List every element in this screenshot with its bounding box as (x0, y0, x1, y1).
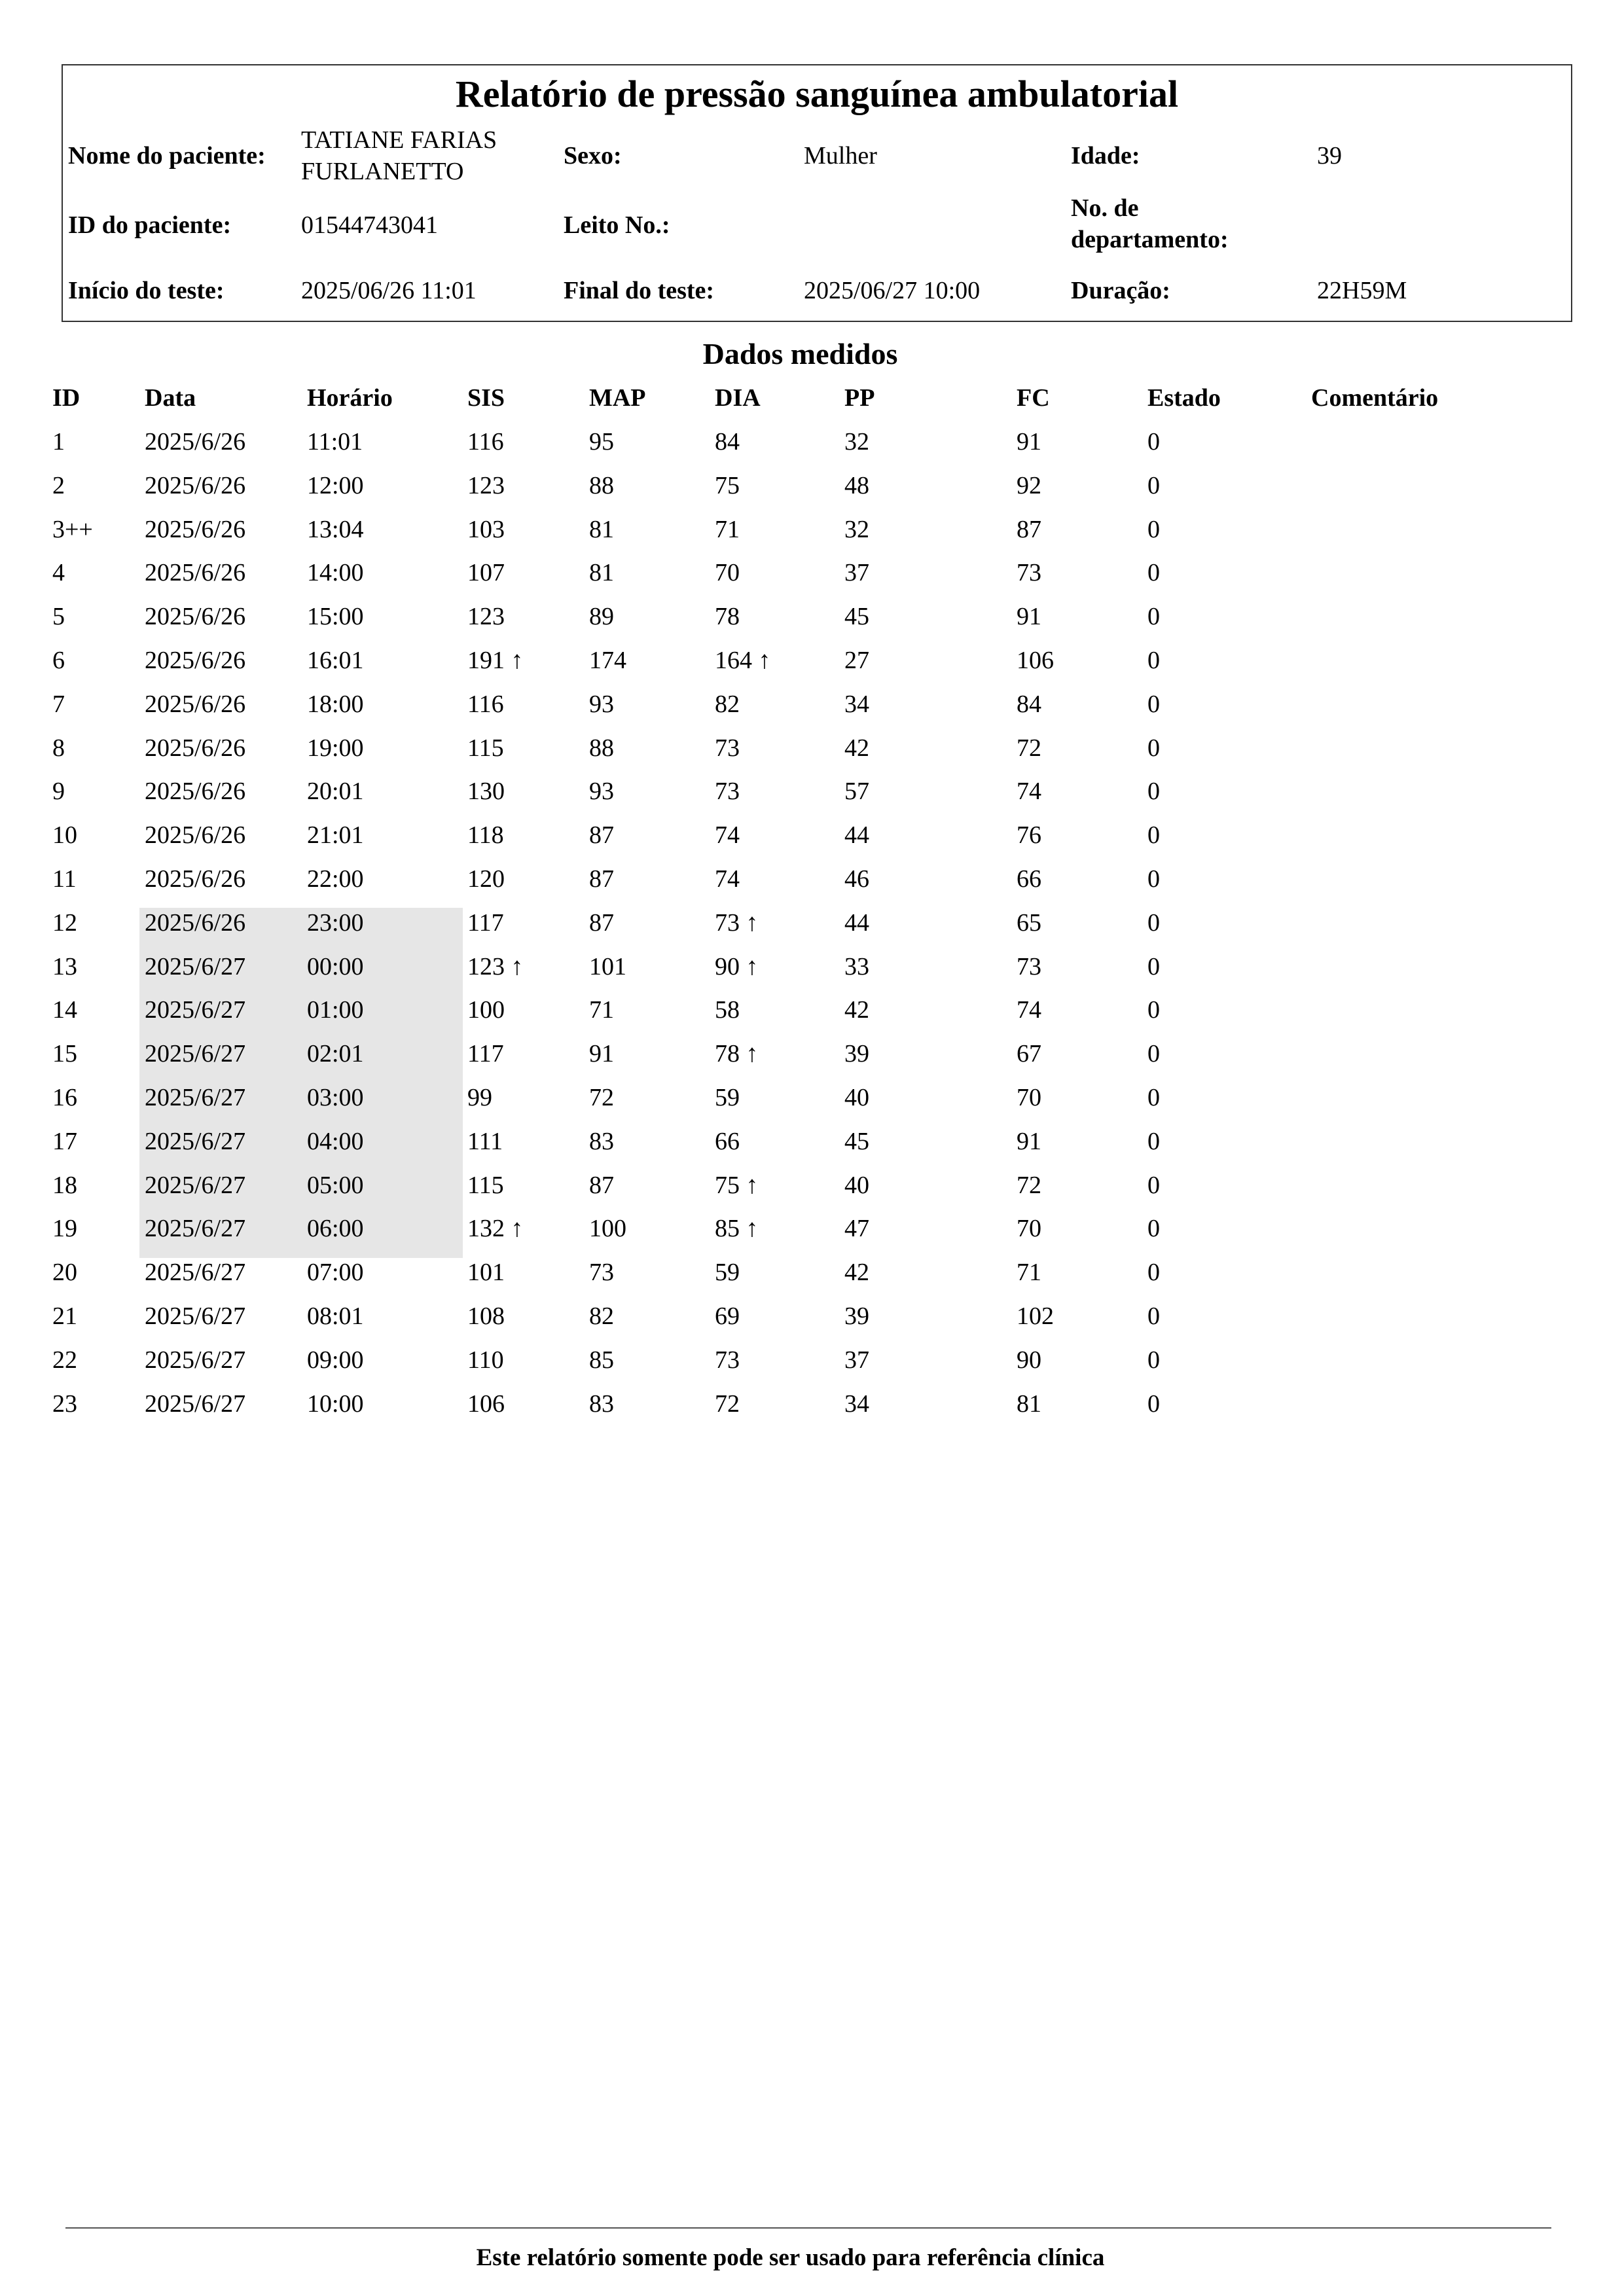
column-header-date: Data (145, 384, 196, 412)
cell-pp: 42 (844, 996, 869, 1024)
cell-dia: 84 (715, 428, 740, 456)
cell-id: 16 (52, 1084, 77, 1111)
cell-time: 02:01 (307, 1040, 364, 1067)
cell-pp: 34 (844, 1390, 869, 1418)
cell-time: 08:01 (307, 1302, 364, 1330)
cell-pp: 33 (844, 953, 869, 980)
cell-map: 95 (589, 428, 614, 456)
cell-date: 2025/6/26 (145, 647, 246, 674)
cell-status: 0 (1147, 1346, 1160, 1374)
cell-date: 2025/6/26 (145, 691, 246, 718)
cell-dia: 59 (715, 1259, 740, 1286)
cell-dia: 82 (715, 691, 740, 718)
cell-dia: 66 (715, 1128, 740, 1155)
cell-id: 22 (52, 1346, 77, 1374)
cell-time: 18:00 (307, 691, 364, 718)
cell-pp: 46 (844, 865, 869, 893)
footer-divider (65, 2227, 1551, 2229)
cell-pp: 32 (844, 516, 869, 543)
cell-hr: 72 (1017, 1172, 1041, 1199)
cell-status: 0 (1147, 472, 1160, 499)
cell-date: 2025/6/27 (145, 1346, 246, 1374)
cell-time: 03:00 (307, 1084, 364, 1111)
cell-map: 81 (589, 516, 614, 543)
cell-sys: 117 (467, 909, 504, 937)
cell-status: 0 (1147, 1040, 1160, 1067)
cell-pp: 57 (844, 778, 869, 805)
cell-map: 88 (589, 472, 614, 499)
cell-dia: 74 (715, 865, 740, 893)
patient-info-box (62, 64, 1572, 322)
cell-time: 13:04 (307, 516, 364, 543)
cell-time: 23:00 (307, 909, 364, 937)
cell-id: 15 (52, 1040, 77, 1067)
cell-map: 174 (589, 647, 626, 674)
cell-pp: 32 (844, 428, 869, 456)
cell-hr: 74 (1017, 778, 1041, 805)
cell-map: 93 (589, 691, 614, 718)
cell-date: 2025/6/27 (145, 1215, 246, 1242)
cell-time: 04:00 (307, 1128, 364, 1155)
cell-sys: 123 ↑ (467, 953, 524, 980)
cell-dia: 70 (715, 559, 740, 586)
cell-status: 0 (1147, 1172, 1160, 1199)
cell-dia: 78 (715, 603, 740, 630)
cell-sys: 191 ↑ (467, 647, 524, 674)
cell-time: 20:01 (307, 778, 364, 805)
cell-hr: 67 (1017, 1040, 1041, 1067)
patient-name-label: Nome do paciente: (68, 142, 266, 170)
cell-date: 2025/6/26 (145, 428, 246, 456)
cell-time: 22:00 (307, 865, 364, 893)
cell-map: 100 (589, 1215, 626, 1242)
cell-sys: 117 (467, 1040, 504, 1067)
cell-hr: 65 (1017, 909, 1041, 937)
cell-id: 1 (52, 428, 65, 456)
cell-date: 2025/6/26 (145, 472, 246, 499)
cell-date: 2025/6/27 (145, 1302, 246, 1330)
cell-id: 12 (52, 909, 77, 937)
cell-id: 21 (52, 1302, 77, 1330)
cell-pp: 37 (844, 559, 869, 586)
cell-status: 0 (1147, 516, 1160, 543)
cell-id: 10 (52, 821, 77, 849)
cell-hr: 81 (1017, 1390, 1041, 1418)
cell-pp: 34 (844, 691, 869, 718)
cell-hr: 70 (1017, 1084, 1041, 1111)
cell-id: 8 (52, 734, 65, 762)
cell-date: 2025/6/26 (145, 559, 246, 586)
age-label: Idade: (1071, 142, 1140, 170)
test-start-label: Início do teste: (68, 277, 225, 304)
cell-hr: 106 (1017, 647, 1054, 674)
cell-status: 0 (1147, 1259, 1160, 1286)
cell-date: 2025/6/26 (145, 865, 246, 893)
cell-pp: 44 (844, 821, 869, 849)
cell-sys: 101 (467, 1259, 505, 1286)
cell-date: 2025/6/26 (145, 778, 246, 805)
cell-dia: 71 (715, 516, 740, 543)
cell-hr: 91 (1017, 1128, 1041, 1155)
cell-pp: 48 (844, 472, 869, 499)
cell-status: 0 (1147, 428, 1160, 456)
cell-time: 01:00 (307, 996, 364, 1024)
department-label-line1: No. de (1071, 194, 1139, 222)
cell-map: 72 (589, 1084, 614, 1111)
cell-sys: 99 (467, 1084, 492, 1111)
cell-sys: 118 (467, 821, 504, 849)
column-header-id: ID (52, 384, 81, 412)
cell-dia: 75 ↑ (715, 1172, 759, 1199)
cell-map: 93 (589, 778, 614, 805)
cell-time: 14:00 (307, 559, 364, 586)
sex-value: Mulher (804, 142, 877, 170)
cell-dia: 58 (715, 996, 740, 1024)
cell-sys: 111 (467, 1128, 503, 1155)
cell-status: 0 (1147, 734, 1160, 762)
cell-sys: 120 (467, 865, 505, 893)
cell-status: 0 (1147, 603, 1160, 630)
patient-id-label: ID do paciente: (68, 211, 232, 239)
cell-id: 13 (52, 953, 77, 980)
cell-pp: 47 (844, 1215, 869, 1242)
cell-status: 0 (1147, 647, 1160, 674)
cell-map: 87 (589, 821, 614, 849)
cell-id: 7 (52, 691, 65, 718)
cell-hr: 84 (1017, 691, 1041, 718)
cell-date: 2025/6/27 (145, 996, 246, 1024)
cell-time: 05:00 (307, 1172, 364, 1199)
cell-date: 2025/6/27 (145, 1390, 246, 1418)
cell-dia: 74 (715, 821, 740, 849)
cell-hr: 91 (1017, 428, 1041, 456)
cell-map: 73 (589, 1259, 614, 1286)
cell-sys: 116 (467, 428, 504, 456)
cell-date: 2025/6/26 (145, 516, 246, 543)
cell-map: 83 (589, 1128, 614, 1155)
cell-id: 23 (52, 1390, 77, 1418)
cell-sys: 123 (467, 472, 505, 499)
cell-status: 0 (1147, 996, 1160, 1024)
cell-dia: 78 ↑ (715, 1040, 759, 1067)
cell-time: 11:01 (307, 428, 363, 456)
cell-map: 88 (589, 734, 614, 762)
cell-sys: 130 (467, 778, 505, 805)
cell-status: 0 (1147, 559, 1160, 586)
cell-date: 2025/6/27 (145, 1128, 246, 1155)
cell-pp: 27 (844, 647, 869, 674)
report-title: Relatório de pressão sanguínea ambulatorial (455, 73, 1179, 115)
cell-map: 89 (589, 603, 614, 630)
column-header-hr: FC (1017, 384, 1050, 412)
cell-sys: 115 (467, 1172, 504, 1199)
cell-map: 87 (589, 865, 614, 893)
cell-time: 21:01 (307, 821, 364, 849)
cell-time: 10:00 (307, 1390, 364, 1418)
cell-status: 0 (1147, 909, 1160, 937)
cell-sys: 108 (467, 1302, 505, 1330)
duration-label: Duração: (1071, 277, 1170, 304)
cell-pp: 39 (844, 1040, 869, 1067)
cell-status: 0 (1147, 1128, 1160, 1155)
cell-map: 82 (589, 1302, 614, 1330)
cell-id: 19 (52, 1215, 77, 1242)
cell-map: 85 (589, 1346, 614, 1374)
footer-note: Este relatório somente pode ser usado para referência clínica (476, 2244, 1105, 2271)
cell-pp: 37 (844, 1346, 869, 1374)
cell-status: 0 (1147, 953, 1160, 980)
cell-sys: 103 (467, 516, 505, 543)
cell-hr: 73 (1017, 953, 1041, 980)
cell-status: 0 (1147, 1215, 1160, 1242)
column-header-dia: DIA (715, 384, 761, 412)
cell-dia: 75 (715, 472, 740, 499)
cell-pp: 42 (844, 734, 869, 762)
cell-sys: 106 (467, 1390, 505, 1418)
cell-hr: 91 (1017, 603, 1041, 630)
cell-dia: 72 (715, 1390, 740, 1418)
cell-status: 0 (1147, 1084, 1160, 1111)
cell-pp: 40 (844, 1172, 869, 1199)
cell-dia: 69 (715, 1302, 740, 1330)
measurements-title: Dados medidos (702, 337, 898, 370)
cell-hr: 70 (1017, 1215, 1041, 1242)
cell-date: 2025/6/26 (145, 734, 246, 762)
cell-dia: 90 ↑ (715, 953, 759, 980)
cell-sys: 116 (467, 691, 504, 718)
cell-pp: 44 (844, 909, 869, 937)
cell-status: 0 (1147, 865, 1160, 893)
cell-map: 81 (589, 559, 614, 586)
cell-hr: 71 (1017, 1259, 1041, 1286)
cell-pp: 42 (844, 1259, 869, 1286)
cell-pp: 45 (844, 1128, 869, 1155)
cell-id: 4 (52, 559, 65, 586)
cell-id: 3++ (52, 516, 93, 543)
test-end-value: 2025/06/27 10:00 (804, 277, 981, 304)
cell-dia: 59 (715, 1084, 740, 1111)
department-label-line2: departamento: (1071, 226, 1229, 253)
cell-time: 06:00 (307, 1215, 364, 1242)
cell-date: 2025/6/26 (145, 909, 246, 937)
cell-sys: 123 (467, 603, 505, 630)
cell-dia: 73 ↑ (715, 909, 759, 937)
patient-name-line2: FURLANETTO (301, 158, 464, 185)
cell-date: 2025/6/26 (145, 603, 246, 630)
patient-id-value: 01544743041 (301, 211, 438, 239)
cell-hr: 76 (1017, 821, 1041, 849)
cell-hr: 87 (1017, 516, 1041, 543)
cell-hr: 102 (1017, 1302, 1054, 1330)
cell-dia: 164 ↑ (715, 647, 771, 674)
bed-label: Leito No.: (564, 211, 670, 239)
cell-time: 07:00 (307, 1259, 364, 1286)
cell-id: 2 (52, 472, 65, 499)
cell-dia: 73 (715, 1346, 740, 1374)
cell-id: 17 (52, 1128, 77, 1155)
cell-id: 5 (52, 603, 65, 630)
cell-pp: 39 (844, 1302, 869, 1330)
cell-sys: 100 (467, 996, 505, 1024)
cell-sys: 132 ↑ (467, 1215, 524, 1242)
test-start-value: 2025/06/26 11:01 (301, 277, 477, 304)
cell-dia: 85 ↑ (715, 1215, 759, 1242)
cell-date: 2025/6/26 (145, 821, 246, 849)
cell-pp: 45 (844, 603, 869, 630)
cell-time: 12:00 (307, 472, 364, 499)
cell-sys: 115 (467, 734, 504, 762)
age-value: 39 (1317, 142, 1342, 170)
column-header-sys: SIS (467, 384, 505, 412)
column-header-time: Horário (307, 384, 393, 412)
cell-date: 2025/6/27 (145, 1259, 246, 1286)
cell-hr: 74 (1017, 996, 1041, 1024)
cell-status: 0 (1147, 1390, 1160, 1418)
cell-id: 14 (52, 996, 77, 1024)
column-header-status: Estado (1147, 384, 1221, 412)
cell-date: 2025/6/27 (145, 953, 246, 980)
cell-map: 91 (589, 1040, 614, 1067)
cell-time: 19:00 (307, 734, 364, 762)
duration-value: 22H59M (1317, 277, 1407, 304)
cell-time: 09:00 (307, 1346, 364, 1374)
cell-status: 0 (1147, 691, 1160, 718)
cell-time: 15:00 (307, 603, 364, 630)
cell-sys: 110 (467, 1346, 504, 1374)
column-header-pp: PP (844, 384, 875, 412)
cell-id: 6 (52, 647, 65, 674)
cell-hr: 90 (1017, 1346, 1041, 1374)
test-end-label: Final do teste: (564, 277, 715, 304)
cell-map: 87 (589, 1172, 614, 1199)
cell-hr: 73 (1017, 559, 1041, 586)
cell-hr: 92 (1017, 472, 1041, 499)
cell-id: 9 (52, 778, 65, 805)
column-header-comment: Comentário (1311, 384, 1439, 412)
cell-map: 71 (589, 996, 614, 1024)
cell-dia: 73 (715, 778, 740, 805)
cell-id: 18 (52, 1172, 77, 1199)
cell-status: 0 (1147, 778, 1160, 805)
column-header-map: MAP (589, 384, 646, 412)
cell-hr: 72 (1017, 734, 1041, 762)
cell-date: 2025/6/27 (145, 1084, 246, 1111)
cell-id: 11 (52, 865, 77, 893)
cell-map: 87 (589, 909, 614, 937)
cell-date: 2025/6/27 (145, 1040, 246, 1067)
cell-date: 2025/6/27 (145, 1172, 246, 1199)
sex-label: Sexo: (564, 142, 622, 170)
cell-id: 20 (52, 1259, 77, 1286)
cell-dia: 73 (715, 734, 740, 762)
cell-time: 16:01 (307, 647, 364, 674)
cell-status: 0 (1147, 1302, 1160, 1330)
cell-pp: 40 (844, 1084, 869, 1111)
cell-hr: 66 (1017, 865, 1041, 893)
patient-name-line1: TATIANE FARIAS (301, 126, 497, 154)
cell-map: 83 (589, 1390, 614, 1418)
cell-sys: 107 (467, 559, 505, 586)
cell-map: 101 (589, 953, 626, 980)
cell-status: 0 (1147, 821, 1160, 849)
cell-time: 00:00 (307, 953, 364, 980)
